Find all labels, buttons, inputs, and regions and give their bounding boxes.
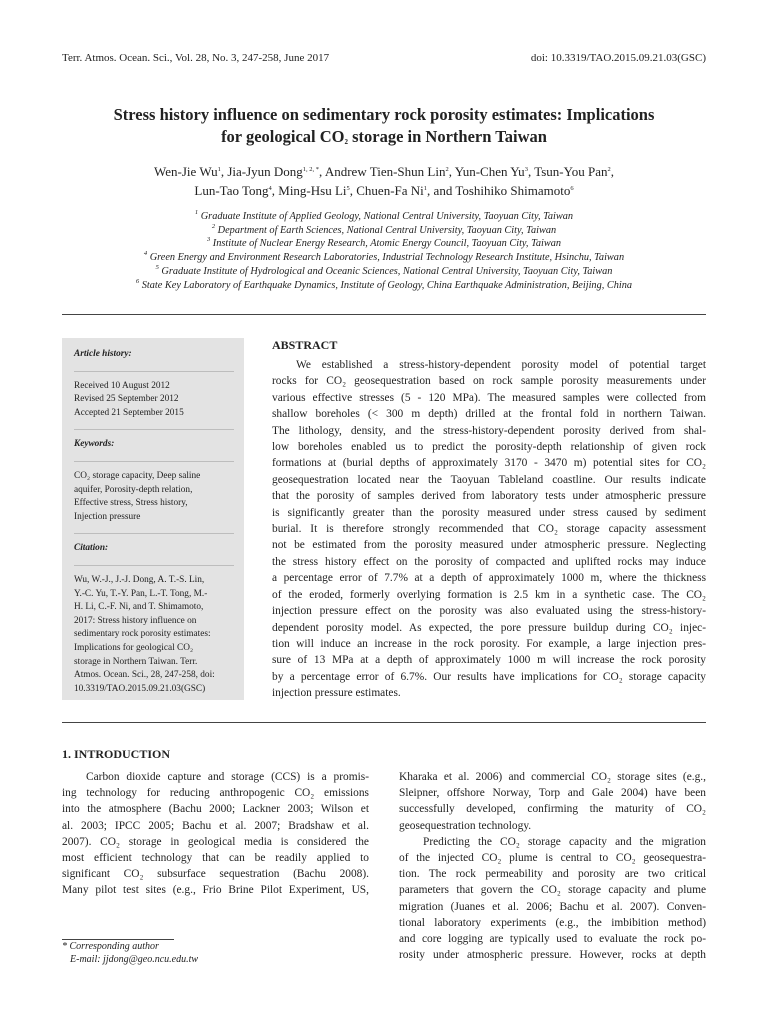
article-info-sidebar — [62, 338, 244, 700]
intro-line: tional laboratory experiments (e.g., the imbibition method) — [399, 916, 706, 929]
history-accepted: Accepted 21 September 2015 — [74, 407, 184, 418]
paper-title — [62, 104, 706, 148]
intro-line: 2007). CO₂ storage in geological media is considered the — [62, 835, 369, 848]
citation-line: sedimentary rock porosity estimates: — [74, 629, 211, 640]
author-line-1: Wen-Jie Wu$^1$, Jia-Jyun Dong$^{1, 2, *}$, Andrew Tien-Shun Lin$^2$, Yun-Chen Yu$^3$, Tsun-You Pan$^2$, — [154, 164, 614, 179]
affiliation: $^2$ Department of Earth Sciences, National Central University, Taoyuan City, Taiwan — [211, 222, 557, 236]
intro-line: Sleipner, offshore Norway, Torp and Gale 2004) have been — [399, 787, 706, 800]
author: Chuen-Fa Ni — [356, 183, 424, 198]
footnote-divider — [62, 939, 174, 940]
citation-line: 10.3319/TAO.2015.09.21.03(GSC) — [74, 683, 206, 694]
bottom-divider — [62, 722, 706, 723]
abstract-line: not be estimated from the porosity measured under atmospheric pressure. Neglecting — [272, 539, 706, 552]
citation-line: H. Li, C.-F. Ni, and T. Shimamoto, — [74, 602, 204, 613]
affiliations — [62, 210, 706, 292]
divider — [74, 565, 234, 566]
footnote-email: E-mail: jjdong@geo.ncu.edu.tw — [70, 953, 199, 965]
abstract-body — [272, 357, 706, 702]
title-line-2: for geological $CO_2$ storage in Northern Taiwan — [221, 127, 547, 146]
intro-line: Many pilot test sites (e.g., Frio Brine Pilot Experiment, US, — [62, 884, 369, 897]
abstract-line: The lithology, density, and the stress-history-dependent porosity derived from shal- — [272, 424, 706, 437]
intro-line: and core logging are typically used to evaluate the rock po- — [399, 933, 706, 946]
abstract-line: shallow boreholes (< 300 m depth) drilled at the frontal fold in northern Taiwan. — [272, 408, 706, 421]
intro-line: significant CO₂ subsurface sequestration (Bachu 2008). — [62, 868, 369, 881]
keywords-heading: Keywords: — [74, 439, 115, 450]
abstract-heading: ABSTRACT — [272, 338, 338, 352]
abstract-line: tion will induce an increase in the rock porosity. For example, a large injection pres- — [272, 637, 706, 650]
intro-line: Carbon dioxide capture and storage (CCS) is a promis- — [86, 771, 369, 783]
abstract-line: low boreholes enabled us to predict the porosity-depth relationship of given rock — [272, 441, 706, 454]
intro-line: al. 2003; IPCC 2005; Bachu et al. 2007; Bradshaw et al. — [62, 819, 369, 832]
author: Andrew Tien-Shun Lin — [324, 164, 446, 179]
author: Ming-Hsu Li — [278, 183, 347, 198]
intro-line: parameters that govern the CO₂ storage capacity and plume — [399, 884, 706, 897]
abstract-line: formations at (burial depths of approximately 3170 - 3470 m) potential sites for CO₂ — [272, 457, 706, 470]
journal-citation-header: Terr. Atmos. Ocean. Sci., Vol. 28, No. 3, 247-258, June 2017 — [62, 52, 330, 64]
keywords-line: Injection pressure — [74, 511, 141, 522]
intro-line: ing technology for reducing anthropogenic CO₂ emissions — [62, 787, 369, 800]
abstract-line: of the eroded, formerly overlying formation is 2.5 km in a synthetic case. The CO₂ — [272, 588, 706, 601]
intro-line: migration (Juanes et al. 2006; Bachu et al. 2007). Conven- — [399, 900, 706, 913]
abstract-line: geosequestration located near the Taoyuan Tableland coastline. Our results indicate — [272, 473, 706, 486]
author-line-2: Lun-Tao Tong$^4$, Ming-Hsu Li$^5$, Chuen-Fa Ni$^1$, and Toshihiko Shimamoto$^6$ — [194, 183, 574, 198]
abstract-line: a percentage error of 7.7% at a depth of approximately 1000 m, where the thickness — [272, 572, 706, 585]
history-revised: Revised 25 September 2012 — [74, 394, 179, 405]
abstract-line: the stress history effect on the porosity of compacted and uplifted rocks may induce — [272, 555, 706, 568]
top-divider — [62, 314, 706, 315]
title-line-1: Stress history influence on sedimentary rock porosity estimates: Implications — [113, 105, 655, 124]
divider — [74, 371, 234, 372]
abstract-line: burial. It is therefore strongly recommended that CO₂ storage capacity assessment — [272, 523, 706, 536]
citation-line: 2017: Stress history influence on — [74, 615, 197, 626]
author: Toshihiko Shimamoto — [455, 183, 571, 198]
intro-line: Kharaka et al. 2006) and commercial CO₂ storage sites (e.g., — [399, 771, 706, 783]
abstract-line: sure of 13 MPa at a depth of approximately 1000 m will increase the rock porosity — [272, 654, 706, 667]
intro-line: Predicting the CO₂ storage capacity and the migration — [423, 835, 706, 848]
affiliation: $^1$ Graduate Institute of Applied Geology, National Central University, Taoyuan City, Taiwan — [194, 209, 574, 222]
author: Yun-Chen Yu — [454, 164, 525, 179]
author: Lun-Tao Tong — [194, 183, 269, 198]
divider — [74, 429, 234, 430]
citation-heading: Citation: — [74, 543, 109, 554]
citation-line: Y.-C. Yu, T.-Y. Pan, L.-T. Tong, M.- — [74, 588, 208, 599]
keywords-line: aquifer, Porosity-depth relation, — [74, 484, 193, 495]
abstract-line: is significantly greater than the porosity measured under stress caused by sediment — [272, 506, 706, 519]
author-list — [62, 162, 706, 200]
abstract-line: injection pressure effect on the porosity was also evaluated using the stress-history- — [272, 605, 706, 618]
abstract-line: various effective stresses (5 - 120 MPa). The measured samples were collected from — [272, 391, 706, 404]
intro-line: into the atmosphere (Bachu 2000; Lackner 2003; Wilson et — [62, 803, 369, 816]
abstract-line: dependent porosity model. As expected, the pore pressure buildup during CO₂ injec- — [272, 621, 706, 634]
author: Wen-Jie Wu — [154, 164, 218, 179]
affiliation: $^5$ Graduate Institute of Hydrological and Oceanic Sciences, National Central University, Taoyuan City, Taiwan — [155, 263, 613, 277]
divider — [74, 533, 234, 534]
intro-right-column — [399, 769, 706, 963]
history-heading: Article history: — [74, 349, 132, 359]
author: Jia-Jyun Dong — [227, 164, 303, 179]
citation-line: storage in Northern Taiwan. Terr. — [74, 656, 198, 667]
intro-line: successfully developed, confirming the maturity of CO₂ — [399, 803, 706, 816]
history-received: Received 10 August 2012 — [74, 380, 170, 391]
citation-line: Wu, W.-J., J.-J. Dong, A. T.-S. Lin, — [74, 574, 205, 585]
divider — [74, 461, 234, 462]
keywords-line: CO₂ storage capacity, Deep saline — [74, 470, 201, 481]
affiliation: $^6$ State Key Laboratory of Earthquake Dynamics, Institute of Geology, China Earthquake Administration, Beijing, China — [135, 277, 633, 291]
introduction-heading: 1. INTRODUCTION — [62, 747, 171, 761]
footnote — [62, 941, 198, 966]
abstract-line: that the porosity of samples derived from laboratory tests under atmospheric pressure — [272, 490, 706, 503]
affiliation: $^3$ Institute of Nuclear Energy Research, Atomic Energy Council, Taoyuan City, Taiwan — [206, 236, 562, 250]
abstract-line: injection pressure estimates. — [272, 687, 401, 700]
doi-header: doi: 10.3319/TAO.2015.09.21.03(GSC) — [530, 52, 706, 64]
intro-left-column — [62, 769, 369, 899]
keywords-line: Effective stress, Stress history, — [74, 498, 188, 509]
affiliation: $^4$ Green Energy and Environment Research Laboratories, Industrial Technology Research Institute, Hsinchu, Taiwan — [143, 250, 625, 264]
citation-line: Atmos. Ocean. Sci., 28, 247-258, doi: — [74, 670, 215, 681]
intro-line: of the injected CO₂ plume is central to CO₂ geosequestra- — [399, 852, 706, 865]
footnote-label: * Corresponding author — [62, 941, 159, 952]
citation-line: Implications for geological CO₂ — [74, 642, 194, 653]
intro-line: rosity under atmospheric pressure. However, rocks at depth — [399, 949, 706, 962]
abstract-line: rocks for CO₂ geosequestration based on rock sample porosity measurements under — [272, 375, 706, 388]
intro-line: most efficient technology that can be readily applied to — [62, 852, 369, 865]
intro-line: geosequestration technology. — [399, 819, 532, 832]
author: Tsun-You Pan — [534, 164, 608, 179]
intro-line: tion. The rock permeability and porosity are two critical — [399, 868, 706, 881]
abstract-line: by a percentage error of 6.7%. Our results have implications for CO₂ storage capacity — [272, 670, 706, 683]
abstract-line: We established a stress-history-dependent porosity model of potential target — [296, 359, 706, 371]
